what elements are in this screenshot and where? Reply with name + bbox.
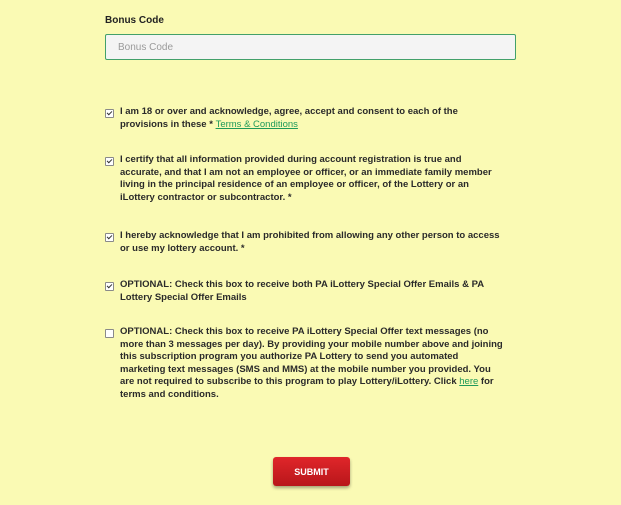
submit-button[interactable]: SUBMIT bbox=[273, 457, 350, 486]
terms-conditions-link[interactable]: Terms & Conditions bbox=[215, 118, 298, 130]
account-use-checkbox[interactable] bbox=[105, 233, 114, 242]
offer-emails-checkbox[interactable] bbox=[105, 282, 114, 291]
offer-emails-text: OPTIONAL: Check this box to receive both PA iLottery Special Offer Emails & PA Lottery Special Offer Emails bbox=[120, 279, 484, 303]
consent-text-messages bbox=[105, 326, 505, 401]
consent-offer-emails bbox=[105, 279, 505, 304]
bonus-code-input[interactable] bbox=[105, 34, 516, 60]
age-terms-text: I am 18 or over and acknowledge, agree, accept and consent to each of the provisions in these * Terms & Conditions bbox=[120, 106, 458, 130]
text-messages-checkbox[interactable] bbox=[105, 329, 114, 338]
age-terms-checkbox[interactable] bbox=[105, 109, 114, 118]
bonus-code-label: Bonus Code bbox=[105, 15, 164, 26]
account-use-text: I hereby acknowledge that I am prohibited from allowing any other person to access or use my lottery account. * bbox=[120, 230, 500, 254]
text-messages-text: OPTIONAL: Check this box to receive PA iLottery Special Offer text messages (no more than 3 messages per day). By providing your mobile number above and joining this subscription program you authorize PA Lottery to send you automated marketing text messages (SMS and MMS) at the mobile number you provided. You are not required to subscribe to this program to play Lottery/iLottery. Click here for terms and conditions. bbox=[120, 326, 503, 400]
here-link[interactable]: here bbox=[459, 376, 479, 387]
certify-text: I certify that all information provided during account registration is true and accurate, and that I am not an employee or officer, or an immediate family member living in the principal residence of an employee or officer, of the Lottery or an iLottery contractor or subcontractor. * bbox=[120, 154, 492, 203]
consent-age-terms bbox=[105, 106, 505, 131]
consent-account-use bbox=[105, 230, 505, 255]
consent-certify bbox=[105, 154, 505, 204]
certify-checkbox[interactable] bbox=[105, 157, 114, 166]
